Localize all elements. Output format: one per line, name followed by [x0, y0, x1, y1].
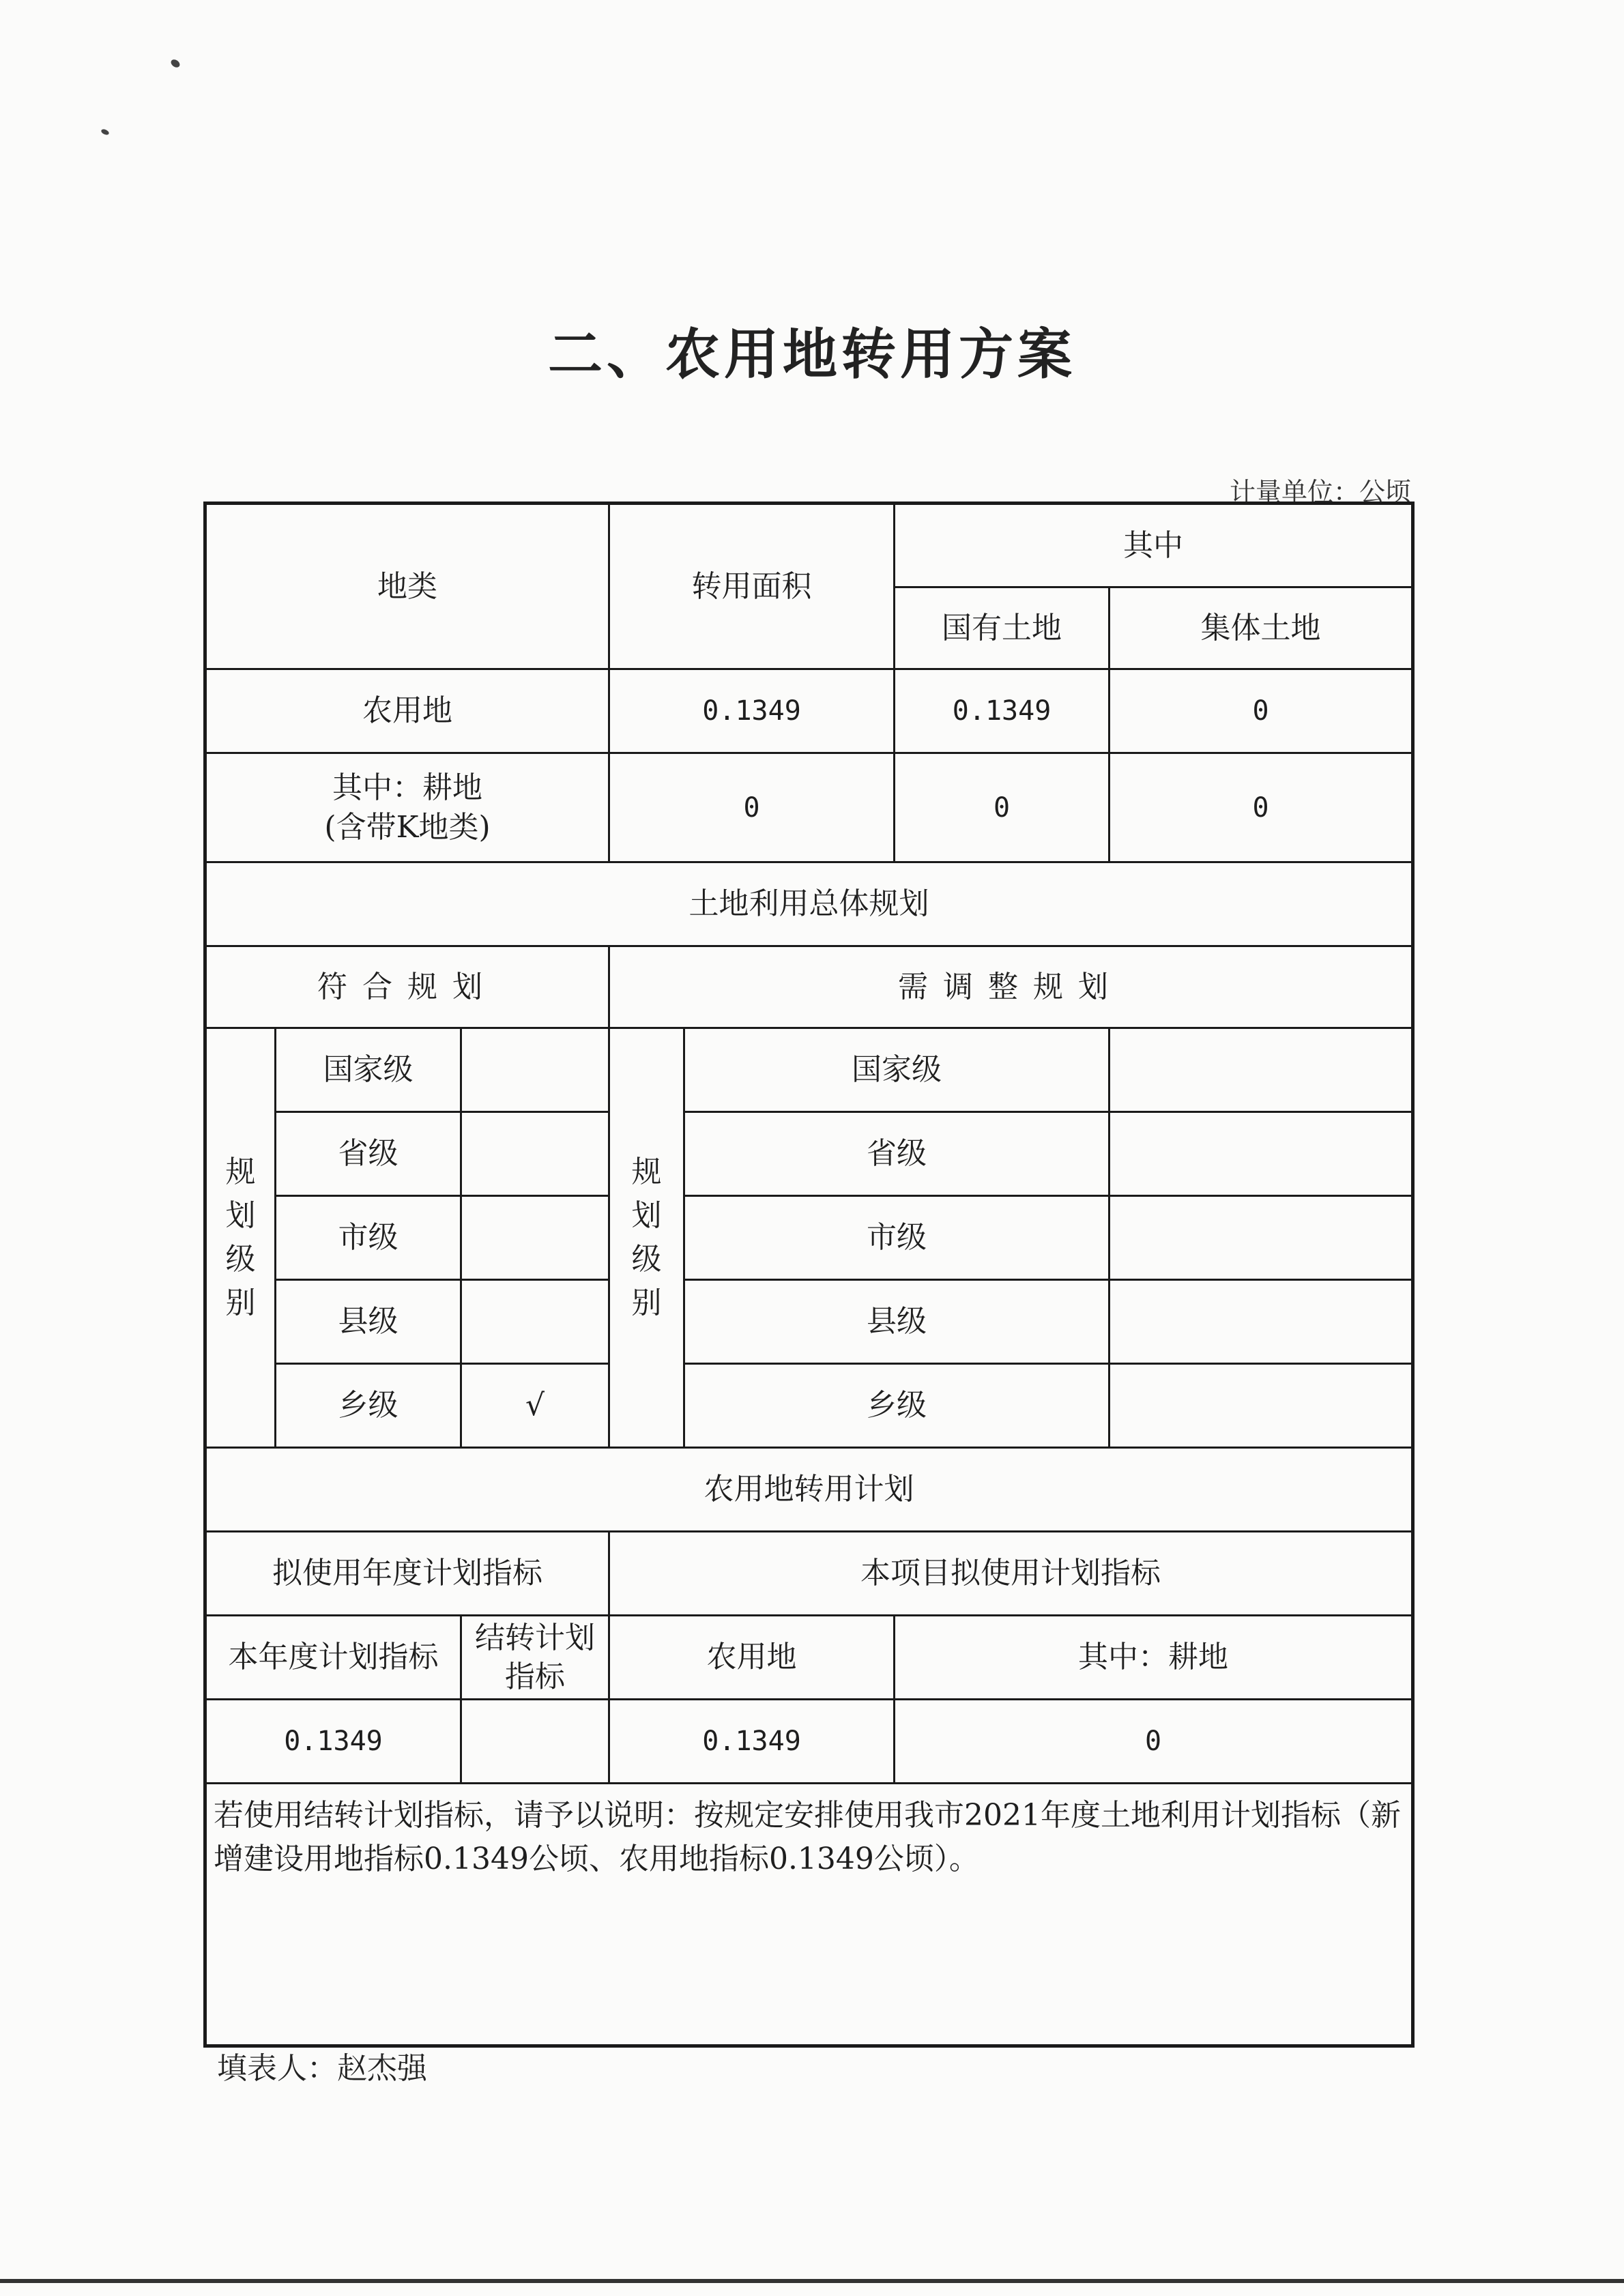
- conform-level-province: 省级: [276, 1112, 461, 1196]
- vertical-char: 别: [631, 1285, 662, 1320]
- adjust-level-county: 县级: [684, 1280, 1110, 1364]
- row-cultivated-label-line1: 其中：耕地: [332, 770, 483, 806]
- conform-value-township: √: [461, 1364, 609, 1448]
- conform-value-county: [461, 1280, 609, 1364]
- header-collective-land: 集体土地: [1110, 587, 1413, 669]
- row-agri-area: 0.1349: [609, 669, 895, 753]
- val-carryover: [461, 1700, 609, 1784]
- adjust-level-city: 市级: [684, 1196, 1110, 1280]
- annual-quota-header: 拟使用年度计划指标: [205, 1532, 609, 1616]
- conform-value-national: [461, 1028, 609, 1112]
- conversion-table: [203, 502, 1415, 2048]
- val-current-year: 0.1349: [205, 1700, 461, 1784]
- page-title: 二、农用地转用方案: [548, 323, 1076, 386]
- col-agri: 农用地: [609, 1616, 895, 1700]
- carryover-note: 若使用结转计划指标，请予以说明：按规定安排使用我市2021年度土地利用计划指标（新增建设用地指标0.1349公顷、农用地指标0.1349公顷）。: [205, 1784, 1413, 2046]
- adjust-level-township: 乡级: [684, 1364, 1110, 1448]
- conform-level-township: 乡级: [276, 1364, 461, 1448]
- adjust-level-national: 国家级: [684, 1028, 1110, 1112]
- adjust-value-national: [1110, 1028, 1413, 1112]
- col-current-year: 本年度计划指标: [205, 1616, 461, 1700]
- table-row: [205, 753, 1413, 862]
- planning-section-title: 土地利用总体规划: [205, 862, 1413, 946]
- row-agri-collective: 0: [1110, 669, 1413, 753]
- header-of-which: 其中: [895, 504, 1413, 587]
- scan-speck: [100, 128, 110, 136]
- row-agri-label: 农用地: [205, 669, 609, 753]
- adjust-value-city: [1110, 1196, 1413, 1280]
- vertical-char: 级: [631, 1242, 662, 1277]
- conform-level-city: 市级: [276, 1196, 461, 1280]
- table-row: [205, 669, 1413, 753]
- scan-speck: [169, 58, 181, 69]
- adjust-level-province: 省级: [684, 1112, 1110, 1196]
- row-cultivated-state: 0: [895, 753, 1110, 862]
- project-quota-header: 本项目拟使用计划指标: [609, 1532, 1413, 1616]
- row-agri-state: 0.1349: [895, 669, 1110, 753]
- adjust-value-county: [1110, 1280, 1413, 1364]
- row-cultivated-collective: 0: [1110, 753, 1413, 862]
- planning-level-label-right: [609, 1028, 684, 1448]
- adjust-value-township: [1110, 1364, 1413, 1448]
- header-state-land: 国有土地: [895, 587, 1110, 669]
- header-land-type: 地类: [205, 504, 609, 669]
- planning-conform-header: 符合规划: [205, 946, 609, 1028]
- conform-level-county: 县级: [276, 1280, 461, 1364]
- unit-label: 计量单位：公顷: [1229, 477, 1411, 507]
- vertical-char: 规: [631, 1154, 662, 1190]
- col-carryover: 结转计划指标: [461, 1616, 609, 1700]
- vertical-char: 规: [225, 1154, 256, 1190]
- row-cultivated-area: 0: [609, 753, 895, 862]
- adjust-value-province: [1110, 1112, 1413, 1196]
- conform-level-national: 国家级: [276, 1028, 461, 1112]
- planning-level-label-left: [205, 1028, 276, 1448]
- form-filler: 填表人：赵杰强: [217, 2051, 427, 2086]
- row-cultivated-label: [205, 753, 609, 862]
- scan-edge: [0, 2279, 1624, 2283]
- conversion-plan-title: 农用地转用计划: [205, 1448, 1413, 1532]
- vertical-char: 划: [631, 1198, 662, 1234]
- vertical-char: 别: [225, 1285, 256, 1320]
- row-cultivated-label-line2: (含带K地类): [324, 809, 491, 845]
- planning-adjust-header: 需调整规划: [609, 946, 1413, 1028]
- vertical-char: 级: [225, 1242, 256, 1277]
- col-cultivated: 其中：耕地: [895, 1616, 1413, 1700]
- conform-value-city: [461, 1196, 609, 1280]
- header-area: 转用面积: [609, 504, 895, 669]
- conform-value-province: [461, 1112, 609, 1196]
- val-cultivated: 0: [895, 1700, 1413, 1784]
- vertical-char: 划: [225, 1198, 256, 1234]
- val-agri: 0.1349: [609, 1700, 895, 1784]
